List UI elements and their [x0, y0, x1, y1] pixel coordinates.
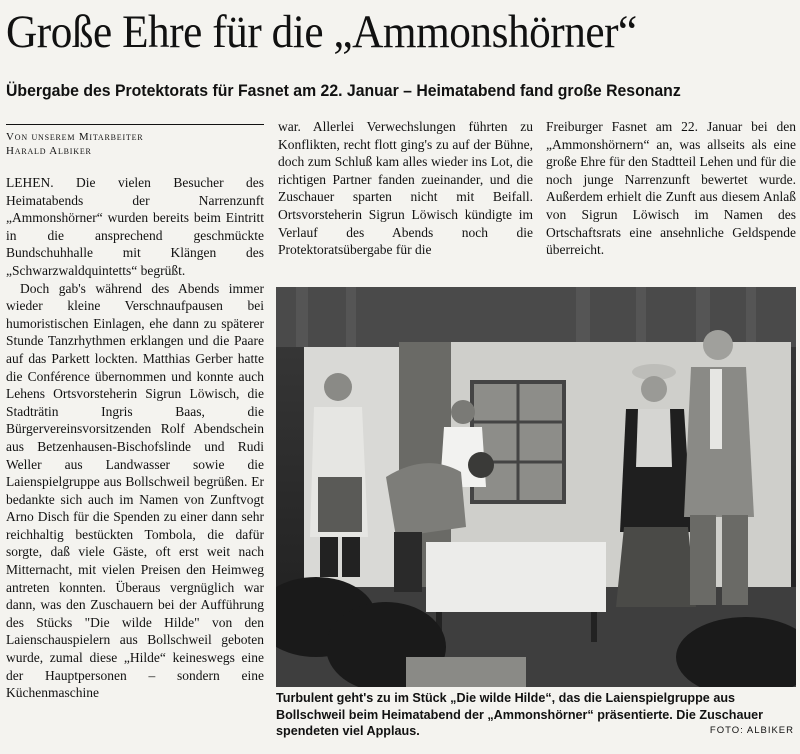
article-column-2	[278, 118, 533, 259]
article-column-3	[546, 118, 796, 259]
stage-photo	[276, 287, 796, 687]
photo-credit: FOTO: ALBIKER	[709, 725, 794, 736]
paragraph-closing: Freiburger Fasnet am 22. Januar bei den „Ammonshörnern“ an, was allseits als eine große Ehre für den Stadtteil Lehen und für die noch junge Narrenzunft bewertet wurde. Außerdem erhielt die Zunft aus diesem Anlaß von Sigrun Löwisch im Namen des Ortschaftsrats eine ansehnliche Geldspende überreicht.	[546, 119, 796, 258]
article-column-1	[6, 174, 264, 702]
subheadline: Übergabe des Protektorats für Fasnet am 22. Januar – Heimatabend fand große Resonanz	[6, 81, 681, 100]
byline-role: Von unserem Mitarbeiter	[6, 131, 144, 143]
headline: Große Ehre für die „Ammonshörner“	[6, 6, 637, 58]
byline-name: Harald Albiker	[6, 145, 92, 157]
stage-photo-illustration	[276, 287, 796, 687]
paragraph-body: Doch gab's während des Abends immer wieder kleine Verschnaufpausen bei humoristischen Einlagen, ehe dann zu späterer Stunde Tanzrhythmen erklangen und die Paare auf das Parkett lockten. Matthias Gerber hatte die Conférence übernommen und konnte auch Lehens Ortsvorsteherin Sigrun Löwisch, die Stadträtin Ingris Baas, die Bürgervereinsvorsitzenden Rolf Abendschein aus Betzenhausen-Bischofslinde und Rudi Weller aus Landwasser sowie die Laienspielgruppe aus Bollschweil begrüßen. Er bedankte sich auch im Namen von Zunftvogt Arno Disch für die Spenden zu einer dann sehr reichhaltig bestückten Tombola, die dafür sorgte, daß viele Gäste, oft erst weit nach Mitternacht, mit vielen Preisen den Heimweg antreten konnten. Überaus vergnüglich war dann, was den Zuschauern bei der Aufführung des Stücks "Die wilde Hilde" von den Laienschauspielern aus Bollschweil geboten wurde, zumal diese „Hilde“ keineswegs eine der Hauptpersonen – sondern eine Küchenmaschine	[6, 280, 264, 701]
byline	[6, 124, 264, 158]
photo-caption: Turbulent geht's zu im Stück „Die wilde Hilde“, das die Laienspielgruppe aus Bollschweil beim Heimatabend der „Ammonshörner“ präsentierte. Die Zuschauer spendeten viel Applaus.	[276, 691, 764, 738]
paragraph-intro: LEHEN. Die vielen Besucher des Heimatabends der Narrenzunft „Ammonshörner“ wurden bereits beim Eintritt in die ansprechend geschmückte Bundschuhhalle mit Klängen des „Schwarzwaldquintetts“ begrüßt.	[6, 175, 264, 278]
paragraph-continued: war. Allerlei Verwechslungen führten zu Konflikten, recht flott ging's zu auf der Bühne, doch zum Schluß kam alles wieder ins Lot, die richtigen Partner fanden zueinander, und die Zuschauer sparten nicht mit Beifall. Ortsvorsteherin Sigrun Löwisch kündigte im Verlauf des Abends noch die Protektoratsübergabe für die	[278, 119, 533, 258]
